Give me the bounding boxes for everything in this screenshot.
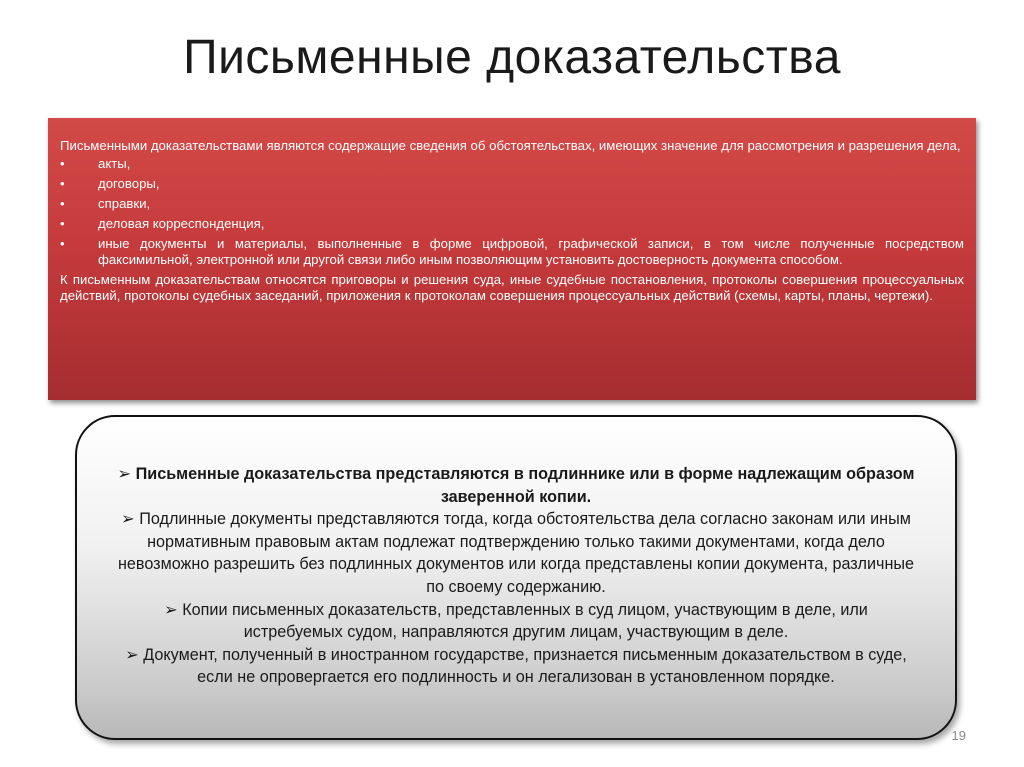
rule-item xyxy=(113,508,919,598)
list-item-text: акты, xyxy=(98,156,131,171)
slide-number: 19 xyxy=(951,728,966,743)
list-item-text: договоры, xyxy=(98,176,160,191)
list-item-text: деловая корреспонденция, xyxy=(98,216,265,231)
list-item xyxy=(60,216,964,232)
arrow-bullet-icon: ➢ xyxy=(121,510,135,529)
rules-box xyxy=(75,415,957,740)
rule-item xyxy=(113,599,919,644)
slide-title: Письменные доказательства xyxy=(183,31,841,84)
list-item-text: иные документы и материалы, выполненные в форме цифровой, графической записи, в том числе полученные посредством факсимильной, электронной или другой связи либо иным позволяющим установить достоверность документа способом. xyxy=(98,236,964,267)
bullet-icon: • xyxy=(60,216,65,231)
bullet-icon: • xyxy=(60,196,65,211)
definition-outro: К письменным доказательствам относятся приговоры и решения суда, иные судебные постановления, протоколы совершения процессуальных действий, протоколы судебных заседаний, приложения к протоколам совершения процессуальных действий (схемы, карты, планы, чертежи). xyxy=(60,272,964,303)
list-item-text: справки, xyxy=(98,196,151,211)
list-item xyxy=(60,156,964,172)
arrow-bullet-icon: ➢ xyxy=(164,600,178,619)
rule-item xyxy=(113,463,919,508)
definition-intro: Письменными доказательствами являются содержащие сведения об обстоятельствах, имеющих значение для рассмотрения и разрешения дела, xyxy=(60,138,961,153)
bullet-icon: • xyxy=(60,156,65,171)
list-item xyxy=(60,176,964,192)
rule-text: Копии письменных доказательств, представленных в суд лицом, участвующим в деле, или истребуемых судом, направляются другим лицам, участвующим в деле. xyxy=(182,600,868,642)
arrow-bullet-icon: ➢ xyxy=(125,645,139,664)
rule-text: Письменные доказательства представляются в подлиннике или в форме надлежащим образом заверенной копии. xyxy=(135,465,915,506)
list-item xyxy=(60,236,964,268)
definition-list xyxy=(60,156,964,268)
definition-box xyxy=(48,118,976,400)
rule-text: Подлинные документы представляются тогда, когда обстоятельства дела согласно законам или иным нормативным правовым актам подлежат подтверждению только такими документами, когда дело невозможно разрешить без подлинных документов или когда представлены копии документа, различные по своему содержанию. xyxy=(117,510,915,596)
rule-item xyxy=(113,644,919,689)
bullet-icon: • xyxy=(60,176,65,191)
arrow-bullet-icon: ➢ xyxy=(117,465,132,483)
list-item xyxy=(60,196,964,212)
rule-text: Документ, полученный в иностранном государстве, признается письменным доказательством в суде, если не опровергается его подлинность и он легализован в установленном порядке. xyxy=(143,645,907,687)
bullet-icon: • xyxy=(60,236,65,251)
